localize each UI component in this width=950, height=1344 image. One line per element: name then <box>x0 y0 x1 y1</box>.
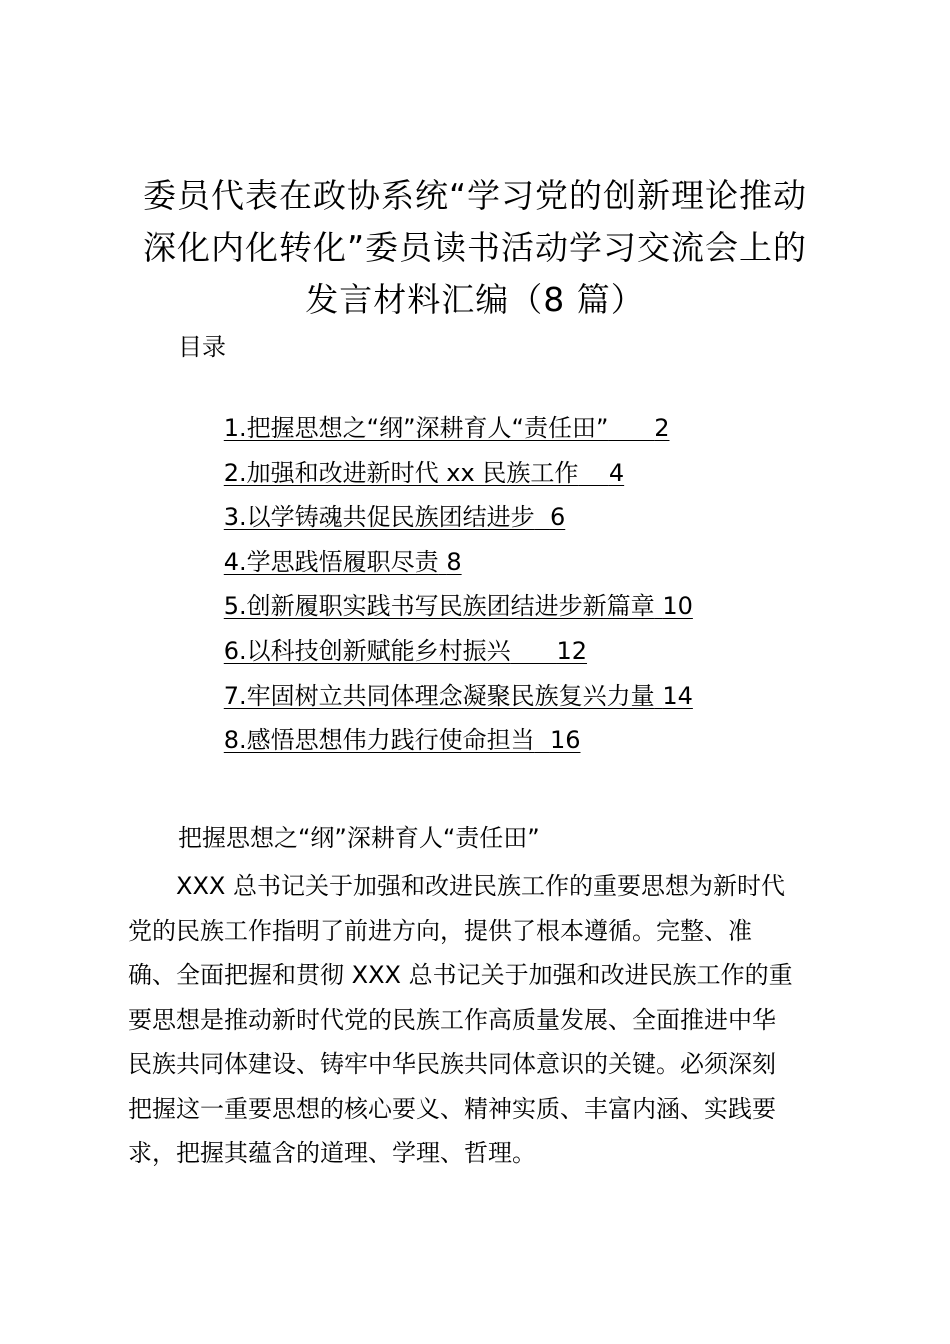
toc-title-2: 2.加强和改进新时代 xx 民族工作 <box>223 458 579 487</box>
section-title: 把握思想之“纲”深耕育人“责任田” <box>178 824 540 852</box>
toc-link-4[interactable] <box>224 548 462 576</box>
body-line-6: 把握这一重要思想的核心要义、精神实质、丰富内涵、实践要 <box>128 1094 776 1123</box>
toc-link-1[interactable] <box>224 414 670 442</box>
toc-link-7[interactable] <box>224 682 693 710</box>
toc-title-5: 5.创新履职实践书写民族团结进步新篇章 <box>223 592 655 621</box>
toc-gap-3 <box>535 503 550 531</box>
toc-link-5[interactable] <box>224 592 693 620</box>
toc-item-1 <box>178 374 818 442</box>
body-line-2: 党的民族工作指明了前进方向，提供了根本遵循。完整、准 <box>128 916 752 945</box>
toc-link-8[interactable] <box>224 726 581 754</box>
toc-title-7: 7.牢固树立共同体理念凝聚民族复兴力量 <box>223 681 655 710</box>
toc-title-6: 6.以科技创新赋能乡村振兴 <box>223 636 511 665</box>
title-line-3: 发言材料汇编（8 篇） <box>305 280 645 319</box>
toc-page-5: 10 <box>662 592 693 621</box>
body-paragraph <box>128 864 838 1176</box>
body-line-3: 确、全面把握和贯彻 XXX 总书记关于加强和改进民族工作的重 <box>128 961 793 989</box>
toc-title-4: 4.学思践悟履职尽责 <box>223 547 439 576</box>
toc-page-8: 16 <box>549 726 581 755</box>
toc-link-6[interactable] <box>224 637 587 665</box>
document-title <box>118 170 832 326</box>
toc-page-2: 4 <box>608 458 625 487</box>
toc-gap-6 <box>511 637 557 665</box>
toc-page-7: 14 <box>662 681 693 710</box>
table-of-contents <box>178 374 818 755</box>
toc-title-1: 1.把握思想之“纲”深耕育人“责任田” <box>223 414 609 442</box>
toc-link-3[interactable] <box>224 503 565 531</box>
toc-heading: 目录 <box>178 333 226 361</box>
toc-page-3: 6 <box>549 503 566 532</box>
toc-gap-8 <box>535 726 550 754</box>
toc-title-8: 8.感悟思想伟力践行使命担当 <box>223 726 535 755</box>
body-line-4: 要思想是推动新时代党的民族工作高质量发展、全面推进中华 <box>128 1005 776 1034</box>
toc-gap-2 <box>578 459 609 487</box>
body-line-1: XXX 总书记关于加强和改进民族工作的重要思想为新时代 <box>128 872 785 900</box>
body-line-7: 求，把握其蕴含的道理、学理、哲理。 <box>128 1139 536 1167</box>
toc-page-1: 2 <box>654 414 670 442</box>
toc-gap-1 <box>608 414 654 442</box>
title-line-1: 委员代表在政协系统“学习党的创新理论推动 <box>142 176 808 215</box>
body-line-5: 民族共同体建设、铸牢中华民族共同体意识的关键。必须深刻 <box>128 1050 776 1078</box>
toc-link-2[interactable] <box>224 459 624 487</box>
toc-title-3: 3.以学铸魂共促民族团结进步 <box>223 503 535 532</box>
toc-page-6: 12 <box>556 636 588 665</box>
title-line-2: 深化内化转化”委员读书活动学习交流会上的 <box>142 228 808 267</box>
toc-page-4: 8 <box>446 547 462 576</box>
